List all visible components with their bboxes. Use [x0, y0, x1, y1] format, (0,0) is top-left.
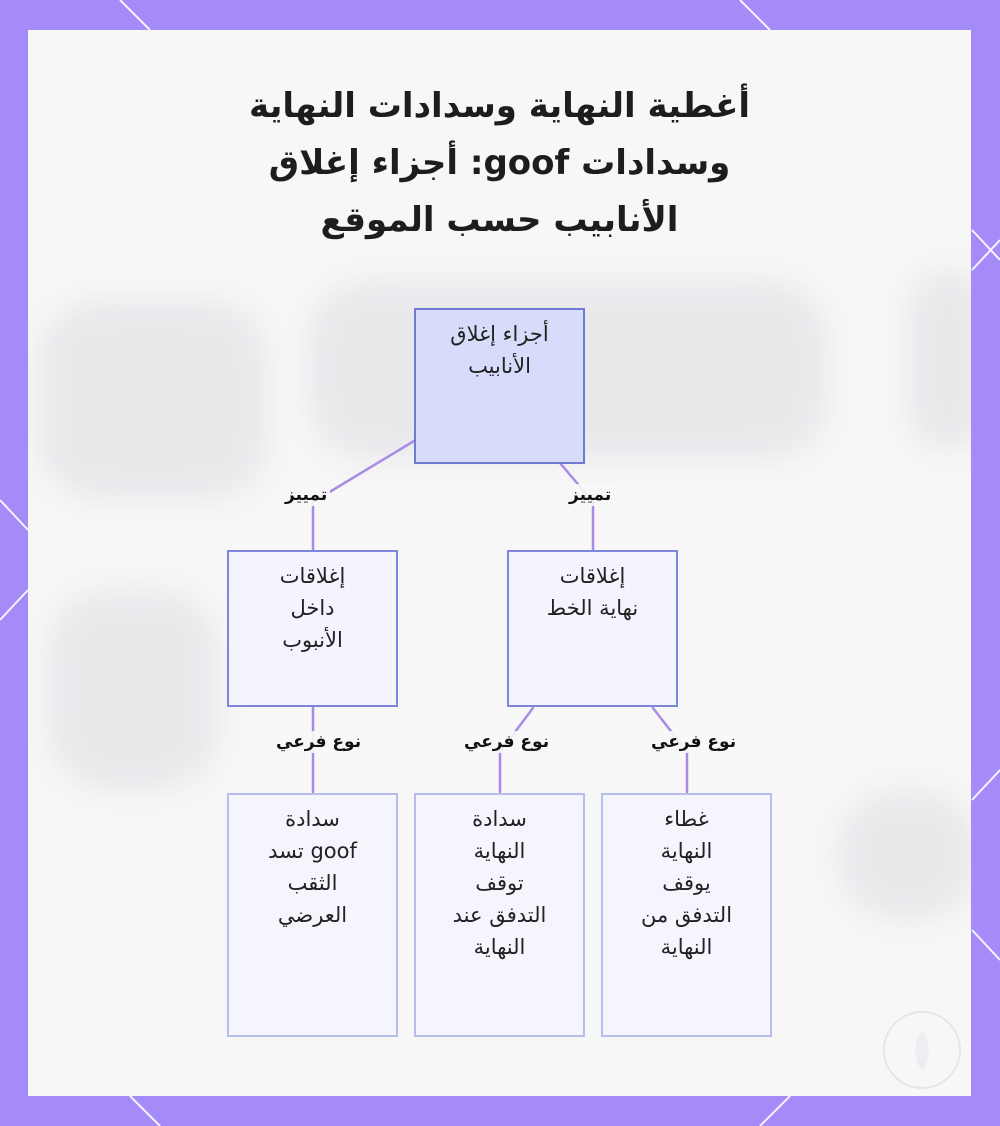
title-line-2: وسدادات goof: أجزاء إغلاق — [268, 143, 731, 183]
title-line-1: أغطية النهاية وسدادات النهاية — [249, 86, 750, 126]
node-label: غطاء النهاية يوقف التدفق من النهاية — [640, 807, 733, 959]
edge-label-root-endline: تمييز — [566, 484, 614, 506]
node-inline-closures — [227, 550, 398, 707]
node-pipe-closure-parts — [414, 308, 585, 464]
edge-label-endline-endcap: نوع فرعي — [648, 731, 739, 753]
node-goof-plug — [227, 793, 398, 1037]
node-label: سدادة النهاية توقف التدفق عند النهاية — [452, 807, 547, 959]
diagram-card — [28, 30, 971, 1096]
title-line-3: الأنابيب حسب الموقع — [320, 200, 679, 240]
node-end-plug — [414, 793, 585, 1037]
node-end-of-line-closures — [507, 550, 678, 707]
node-label: سدادة goof تسد الثقب العرضي — [268, 807, 357, 927]
watermark-circle — [880, 1008, 964, 1092]
edge-label-root-inline: تمييز — [282, 484, 330, 506]
node-end-cap — [601, 793, 772, 1037]
node-label: إغلاقات نهاية الخط — [546, 564, 639, 620]
edge-label-inline-goof: نوع فرعي — [273, 731, 364, 753]
edge-label-endline-endplug: نوع فرعي — [461, 731, 552, 753]
node-label: أجزاء إغلاق الأنابيب — [450, 322, 549, 378]
node-label: إغلاقات داخل الأنبوب — [279, 564, 346, 652]
edge-root-endline — [560, 463, 593, 550]
